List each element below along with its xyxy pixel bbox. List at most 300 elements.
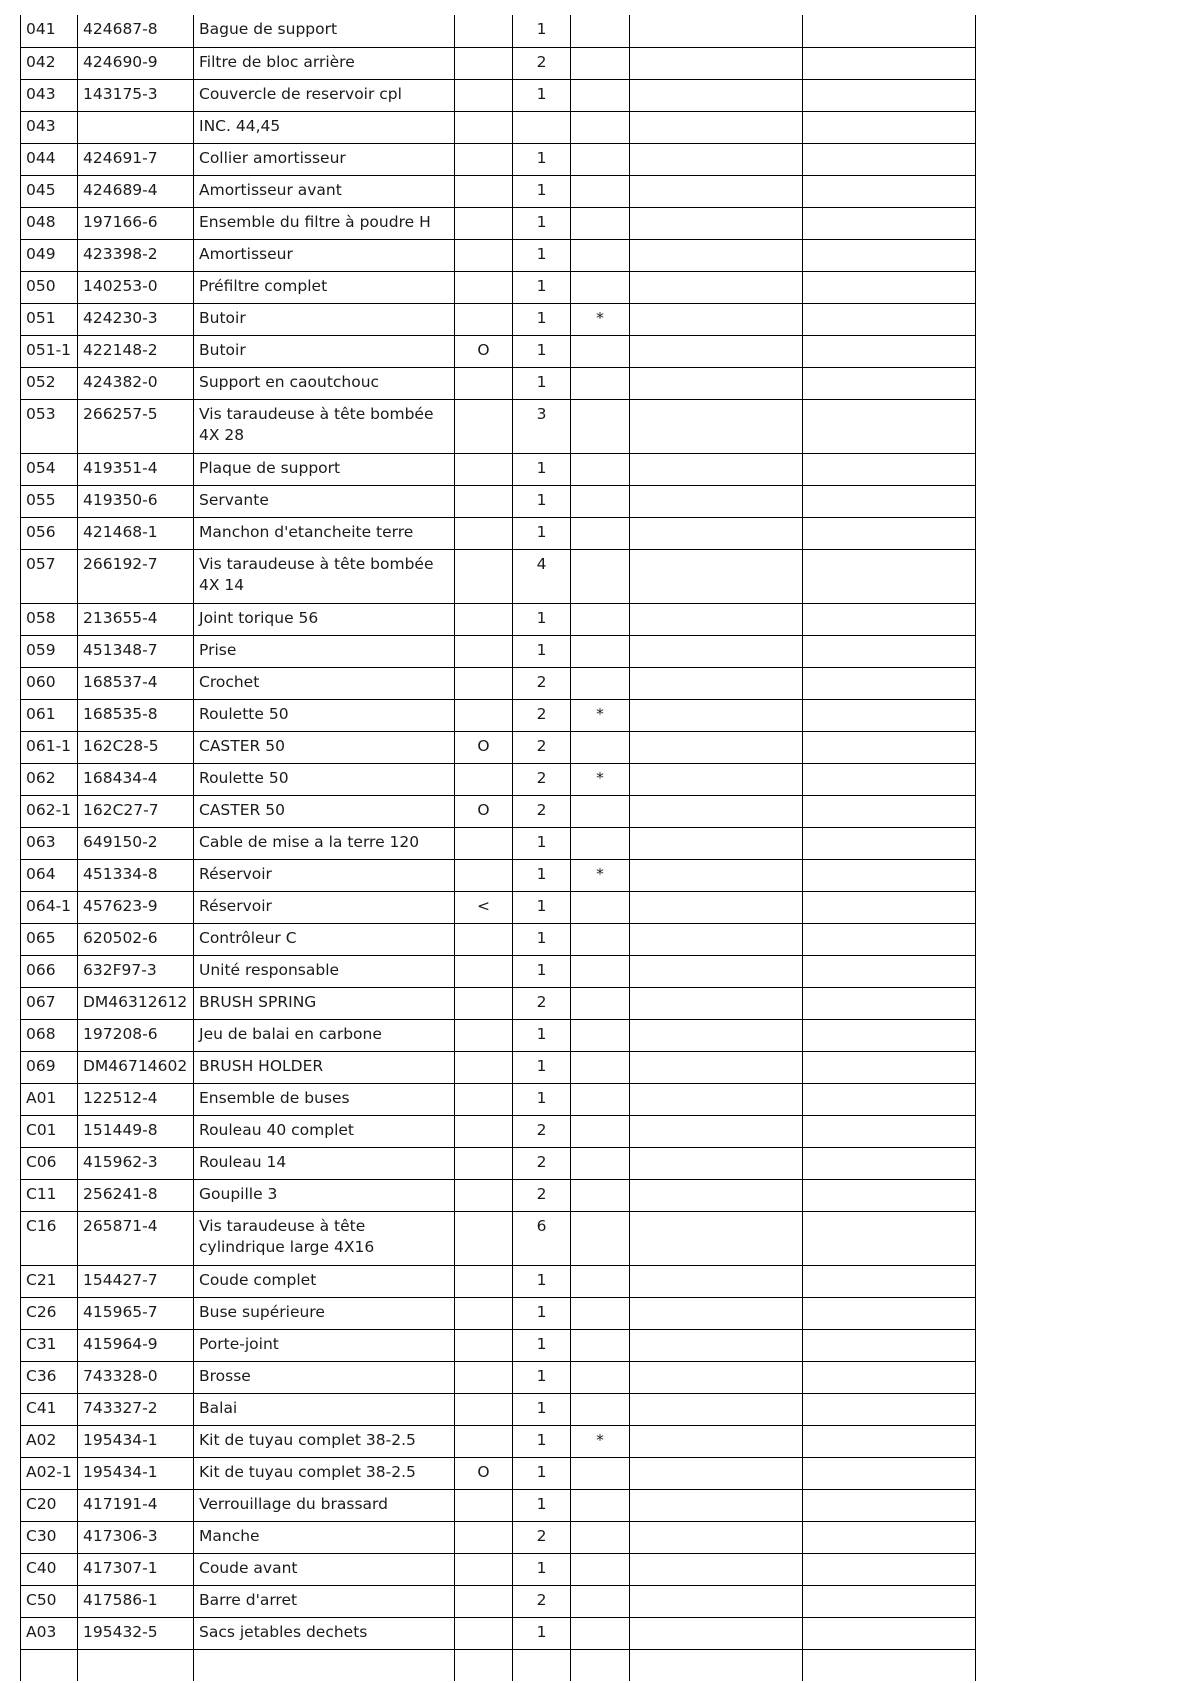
table-row <box>21 1297 976 1329</box>
note-mark-cell <box>455 15 513 47</box>
empty-cell <box>803 517 976 549</box>
description-cell: BRUSH HOLDER <box>194 1051 455 1083</box>
part-number-cell: 162C27-7 <box>78 795 194 827</box>
empty-cell <box>803 1297 976 1329</box>
substitute-star-cell <box>571 635 630 667</box>
quantity-cell: 2 <box>513 731 571 763</box>
parts-list-table <box>20 15 976 1681</box>
empty-cell <box>803 699 976 731</box>
description-cell: INC. 44,45 <box>194 111 455 143</box>
substitute-star-cell: * <box>571 699 630 731</box>
empty-cell <box>630 303 803 335</box>
substitute-star-cell <box>571 1361 630 1393</box>
part-number-cell: 168535-8 <box>78 699 194 731</box>
quantity-cell: 2 <box>513 987 571 1019</box>
item-number-cell: 067 <box>21 987 78 1019</box>
parts-table-body <box>21 15 976 1681</box>
table-row <box>21 667 976 699</box>
part-number-cell: 620502-6 <box>78 923 194 955</box>
part-number-cell: 451348-7 <box>78 635 194 667</box>
table-row <box>21 1179 976 1211</box>
description-cell: Ensemble du filtre à poudre H <box>194 207 455 239</box>
empty-cell <box>630 891 803 923</box>
empty-cell <box>803 367 976 399</box>
part-number-cell: 415964-9 <box>78 1329 194 1361</box>
substitute-star-cell <box>571 335 630 367</box>
empty-cell <box>803 175 976 207</box>
description-cell: Crochet <box>194 667 455 699</box>
part-number-cell: 151449-8 <box>78 1115 194 1147</box>
part-number-cell: 417586-1 <box>78 1585 194 1617</box>
note-mark-cell <box>455 1179 513 1211</box>
substitute-star-cell <box>571 1297 630 1329</box>
substitute-star-cell <box>571 923 630 955</box>
empty-cell <box>630 667 803 699</box>
quantity-cell: 1 <box>513 1051 571 1083</box>
note-mark-cell <box>455 667 513 699</box>
quantity-cell: 1 <box>513 175 571 207</box>
empty-cell <box>803 1019 976 1051</box>
item-number-cell: C06 <box>21 1147 78 1179</box>
empty-cell <box>630 1083 803 1115</box>
empty-cell <box>803 667 976 699</box>
table-row <box>21 47 976 79</box>
empty-cell <box>630 399 803 453</box>
part-number-cell: DM46312612 <box>78 987 194 1019</box>
empty-cell <box>803 891 976 923</box>
part-number-cell: 424687-8 <box>78 15 194 47</box>
empty-cell <box>803 1489 976 1521</box>
substitute-star-cell <box>571 1147 630 1179</box>
item-number-cell: 057 <box>21 549 78 603</box>
note-mark-cell <box>455 303 513 335</box>
quantity-cell: 1 <box>513 1457 571 1489</box>
quantity-cell: 1 <box>513 1019 571 1051</box>
empty-cell <box>803 1521 976 1553</box>
substitute-star-cell: * <box>571 1425 630 1457</box>
item-number-cell: 058 <box>21 603 78 635</box>
substitute-star-cell <box>571 485 630 517</box>
item-number-cell: C16 <box>21 1211 78 1265</box>
table-row <box>21 239 976 271</box>
table-row <box>21 795 976 827</box>
empty-cell <box>630 1585 803 1617</box>
table-row <box>21 763 976 795</box>
note-mark-cell <box>455 1617 513 1649</box>
substitute-star-cell <box>571 239 630 271</box>
note-mark-cell <box>455 1553 513 1585</box>
part-number-cell: 415965-7 <box>78 1297 194 1329</box>
empty-cell <box>630 1265 803 1297</box>
description-cell: Amortisseur avant <box>194 175 455 207</box>
table-row <box>21 1083 976 1115</box>
table-row <box>21 1521 976 1553</box>
quantity-cell: 1 <box>513 1489 571 1521</box>
note-mark-cell <box>455 1521 513 1553</box>
empty-cell <box>571 1649 630 1681</box>
item-number-cell: 066 <box>21 955 78 987</box>
item-number-cell: 063 <box>21 827 78 859</box>
empty-cell <box>78 1649 194 1681</box>
description-cell: Servante <box>194 485 455 517</box>
note-mark-cell <box>455 367 513 399</box>
table-row <box>21 399 976 453</box>
table-row <box>21 453 976 485</box>
substitute-star-cell <box>571 1393 630 1425</box>
description-cell: Plaque de support <box>194 453 455 485</box>
part-number-cell: 168434-4 <box>78 763 194 795</box>
note-mark-cell <box>455 111 513 143</box>
note-mark-cell <box>455 1585 513 1617</box>
quantity-cell: 2 <box>513 763 571 795</box>
description-cell: Coude avant <box>194 1553 455 1585</box>
item-number-cell: 059 <box>21 635 78 667</box>
quantity-cell: 4 <box>513 549 571 603</box>
table-row <box>21 549 976 603</box>
empty-cell <box>630 175 803 207</box>
empty-cell <box>630 635 803 667</box>
quantity-cell: 1 <box>513 1297 571 1329</box>
part-number-cell: 140253-0 <box>78 271 194 303</box>
quantity-cell: 1 <box>513 517 571 549</box>
substitute-star-cell <box>571 827 630 859</box>
quantity-cell: 2 <box>513 1115 571 1147</box>
note-mark-cell <box>455 1393 513 1425</box>
note-mark-cell: < <box>455 891 513 923</box>
part-number-cell: 424690-9 <box>78 47 194 79</box>
item-number-cell: C30 <box>21 1521 78 1553</box>
substitute-star-cell <box>571 175 630 207</box>
empty-cell <box>630 923 803 955</box>
note-mark-cell: O <box>455 335 513 367</box>
quantity-cell: 1 <box>513 1393 571 1425</box>
item-number-cell: 041 <box>21 15 78 47</box>
description-cell: BRUSH SPRING <box>194 987 455 1019</box>
description-cell: CASTER 50 <box>194 731 455 763</box>
empty-cell <box>803 763 976 795</box>
item-number-cell: 054 <box>21 453 78 485</box>
empty-cell <box>630 731 803 763</box>
empty-cell <box>803 47 976 79</box>
empty-cell <box>803 111 976 143</box>
quantity-cell: 1 <box>513 271 571 303</box>
part-number-cell: 632F97-3 <box>78 955 194 987</box>
description-cell: Jeu de balai en carbone <box>194 1019 455 1051</box>
part-number-cell: 265871-4 <box>78 1211 194 1265</box>
empty-cell <box>803 1617 976 1649</box>
item-number-cell: 064 <box>21 859 78 891</box>
empty-cell <box>803 303 976 335</box>
description-cell: Collier amortisseur <box>194 143 455 175</box>
empty-cell <box>630 1425 803 1457</box>
part-number-cell: 195434-1 <box>78 1425 194 1457</box>
quantity-cell: 1 <box>513 955 571 987</box>
part-number-cell: 213655-4 <box>78 603 194 635</box>
description-cell: Support en caoutchouc <box>194 367 455 399</box>
empty-cell <box>803 1649 976 1681</box>
note-mark-cell <box>455 1297 513 1329</box>
table-row <box>21 207 976 239</box>
empty-cell <box>630 1211 803 1265</box>
description-cell: Rouleau 14 <box>194 1147 455 1179</box>
substitute-star-cell: * <box>571 763 630 795</box>
item-number-cell: C01 <box>21 1115 78 1147</box>
substitute-star-cell <box>571 1115 630 1147</box>
item-number-cell: 049 <box>21 239 78 271</box>
quantity-cell: 1 <box>513 15 571 47</box>
description-cell: Vis taraudeuse à tête cylindrique large 4X16 <box>194 1211 455 1265</box>
table-row <box>21 1147 976 1179</box>
table-row <box>21 1553 976 1585</box>
table-row <box>21 303 976 335</box>
substitute-star-cell <box>571 667 630 699</box>
substitute-star-cell <box>571 1585 630 1617</box>
item-number-cell: A03 <box>21 1617 78 1649</box>
table-row <box>21 1019 976 1051</box>
table-row <box>21 111 976 143</box>
note-mark-cell <box>455 1361 513 1393</box>
item-number-cell: 052 <box>21 367 78 399</box>
part-number-cell: 122512-4 <box>78 1083 194 1115</box>
description-cell: Préfiltre complet <box>194 271 455 303</box>
description-cell: Goupille 3 <box>194 1179 455 1211</box>
substitute-star-cell <box>571 367 630 399</box>
quantity-cell: 1 <box>513 335 571 367</box>
note-mark-cell <box>455 271 513 303</box>
empty-cell <box>194 1649 455 1681</box>
substitute-star-cell <box>571 1617 630 1649</box>
item-number-cell: C31 <box>21 1329 78 1361</box>
substitute-star-cell <box>571 399 630 453</box>
description-cell: Porte-joint <box>194 1329 455 1361</box>
note-mark-cell <box>455 1115 513 1147</box>
empty-cell <box>803 549 976 603</box>
empty-cell <box>630 549 803 603</box>
part-number-cell: 743328-0 <box>78 1361 194 1393</box>
quantity-cell: 1 <box>513 827 571 859</box>
empty-cell <box>803 1553 976 1585</box>
empty-cell <box>630 79 803 111</box>
part-number-cell: 266192-7 <box>78 549 194 603</box>
empty-cell <box>803 635 976 667</box>
description-cell: Buse supérieure <box>194 1297 455 1329</box>
note-mark-cell <box>455 635 513 667</box>
item-number-cell: C20 <box>21 1489 78 1521</box>
empty-cell <box>803 1147 976 1179</box>
part-number-cell: 424691-7 <box>78 143 194 175</box>
note-mark-cell <box>455 207 513 239</box>
table-row <box>21 15 976 47</box>
empty-cell <box>803 923 976 955</box>
description-cell: Joint torique 56 <box>194 603 455 635</box>
description-cell: CASTER 50 <box>194 795 455 827</box>
note-mark-cell <box>455 1329 513 1361</box>
table-row <box>21 731 976 763</box>
description-cell: Prise <box>194 635 455 667</box>
part-number-cell: 256241-8 <box>78 1179 194 1211</box>
quantity-cell: 1 <box>513 79 571 111</box>
table-row <box>21 923 976 955</box>
part-number-cell: 421468-1 <box>78 517 194 549</box>
note-mark-cell <box>455 987 513 1019</box>
empty-cell <box>630 1649 803 1681</box>
note-mark-cell <box>455 453 513 485</box>
description-cell: Vis taraudeuse à tête bombée 4X 14 <box>194 549 455 603</box>
part-number-cell: 424689-4 <box>78 175 194 207</box>
part-number-cell: 168537-4 <box>78 667 194 699</box>
empty-cell <box>630 699 803 731</box>
empty-cell <box>630 1297 803 1329</box>
item-number-cell: 048 <box>21 207 78 239</box>
table-row <box>21 1489 976 1521</box>
description-cell: Barre d'arret <box>194 1585 455 1617</box>
part-number-cell: 266257-5 <box>78 399 194 453</box>
substitute-star-cell <box>571 47 630 79</box>
description-cell: Manchon d'etancheite terre <box>194 517 455 549</box>
substitute-star-cell <box>571 1553 630 1585</box>
description-cell: Kit de tuyau complet 38-2.5 <box>194 1457 455 1489</box>
quantity-cell: 1 <box>513 1617 571 1649</box>
note-mark-cell <box>455 955 513 987</box>
quantity-cell: 1 <box>513 207 571 239</box>
quantity-cell: 1 <box>513 635 571 667</box>
note-mark-cell <box>455 923 513 955</box>
substitute-star-cell <box>571 453 630 485</box>
quantity-cell: 1 <box>513 453 571 485</box>
empty-cell <box>803 79 976 111</box>
description-cell: Unité responsable <box>194 955 455 987</box>
table-row <box>21 271 976 303</box>
empty-cell <box>803 143 976 175</box>
empty-cell <box>803 795 976 827</box>
empty-cell <box>630 271 803 303</box>
substitute-star-cell <box>571 731 630 763</box>
quantity-cell: 1 <box>513 1265 571 1297</box>
empty-cell <box>803 955 976 987</box>
empty-cell <box>630 1179 803 1211</box>
part-number-cell: 451334-8 <box>78 859 194 891</box>
description-cell: Butoir <box>194 303 455 335</box>
empty-cell <box>630 859 803 891</box>
substitute-star-cell <box>571 549 630 603</box>
note-mark-cell <box>455 1051 513 1083</box>
description-cell: Rouleau 40 complet <box>194 1115 455 1147</box>
empty-cell <box>803 15 976 47</box>
quantity-cell: 3 <box>513 399 571 453</box>
table-row <box>21 1211 976 1265</box>
quantity-cell: 1 <box>513 891 571 923</box>
description-cell: Coude complet <box>194 1265 455 1297</box>
empty-cell <box>630 1521 803 1553</box>
item-number-cell: 043 <box>21 111 78 143</box>
table-row <box>21 175 976 207</box>
table-row <box>21 485 976 517</box>
quantity-cell: 1 <box>513 603 571 635</box>
item-number-cell: C40 <box>21 1553 78 1585</box>
note-mark-cell <box>455 1147 513 1179</box>
empty-cell <box>630 763 803 795</box>
quantity-cell: 1 <box>513 1425 571 1457</box>
description-cell: Sacs jetables dechets <box>194 1617 455 1649</box>
empty-cell <box>803 827 976 859</box>
substitute-star-cell <box>571 1179 630 1211</box>
table-row <box>21 699 976 731</box>
quantity-cell: 1 <box>513 1329 571 1361</box>
note-mark-cell <box>455 175 513 207</box>
item-number-cell: 050 <box>21 271 78 303</box>
empty-cell <box>803 207 976 239</box>
description-cell: Brosse <box>194 1361 455 1393</box>
description-cell: Bague de support <box>194 15 455 47</box>
part-number-cell: 415962-3 <box>78 1147 194 1179</box>
empty-cell <box>803 1457 976 1489</box>
note-mark-cell <box>455 79 513 111</box>
description-cell: Roulette 50 <box>194 763 455 795</box>
item-number-cell: C11 <box>21 1179 78 1211</box>
item-number-cell: 056 <box>21 517 78 549</box>
empty-cell <box>630 517 803 549</box>
table-row <box>21 987 976 1019</box>
table-row <box>21 635 976 667</box>
empty-cell <box>630 827 803 859</box>
empty-cell <box>630 335 803 367</box>
item-number-cell: 043 <box>21 79 78 111</box>
item-number-cell: C41 <box>21 1393 78 1425</box>
quantity-cell: 1 <box>513 859 571 891</box>
note-mark-cell <box>455 699 513 731</box>
quantity-cell: 2 <box>513 1147 571 1179</box>
part-number-cell: 419351-4 <box>78 453 194 485</box>
description-cell: Verrouillage du brassard <box>194 1489 455 1521</box>
empty-cell <box>803 1265 976 1297</box>
note-mark-cell <box>455 763 513 795</box>
part-number-cell: 162C28-5 <box>78 731 194 763</box>
quantity-cell: 2 <box>513 1585 571 1617</box>
part-number-cell: 419350-6 <box>78 485 194 517</box>
quantity-cell: 2 <box>513 1521 571 1553</box>
table-row <box>21 859 976 891</box>
empty-cell <box>513 1649 571 1681</box>
substitute-star-cell <box>571 987 630 1019</box>
substitute-star-cell <box>571 1457 630 1489</box>
empty-cell <box>803 1329 976 1361</box>
item-number-cell: 065 <box>21 923 78 955</box>
item-number-cell: C21 <box>21 1265 78 1297</box>
item-number-cell: 055 <box>21 485 78 517</box>
substitute-star-cell <box>571 111 630 143</box>
table-row-blank <box>21 1649 976 1681</box>
empty-cell <box>630 111 803 143</box>
substitute-star-cell <box>571 271 630 303</box>
table-row <box>21 827 976 859</box>
part-number-cell: 143175-3 <box>78 79 194 111</box>
empty-cell <box>630 1553 803 1585</box>
part-number-cell: DM46714602 <box>78 1051 194 1083</box>
empty-cell <box>630 143 803 175</box>
empty-cell <box>630 1457 803 1489</box>
quantity-cell <box>513 111 571 143</box>
substitute-star-cell <box>571 1265 630 1297</box>
empty-cell <box>630 47 803 79</box>
item-number-cell: C26 <box>21 1297 78 1329</box>
quantity-cell: 2 <box>513 1179 571 1211</box>
empty-cell <box>803 1179 976 1211</box>
note-mark-cell <box>455 47 513 79</box>
quantity-cell: 1 <box>513 367 571 399</box>
description-cell: Roulette 50 <box>194 699 455 731</box>
table-row <box>21 1329 976 1361</box>
part-number-cell: 423398-2 <box>78 239 194 271</box>
